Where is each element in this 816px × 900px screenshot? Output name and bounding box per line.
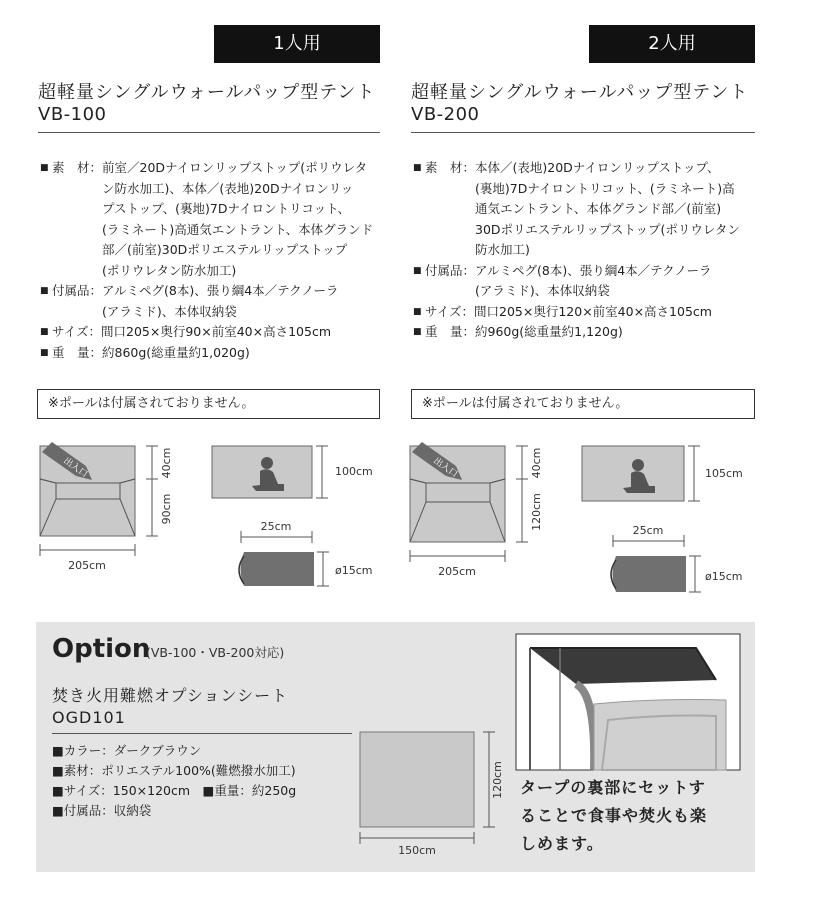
left-pole-note: ※ポールは付属されておりません。	[37, 389, 380, 419]
spec-accessories: ■ 付属品： アルミペグ(8本)、張り綱4本／テクノーラ (アラミド)、本体収納袋	[413, 262, 712, 298]
option-spec-size-weight: ■サイズ：150×120cm ■重量：約250g	[52, 783, 297, 798]
floor-plan	[40, 442, 135, 536]
sheet-width-label: 150cm	[398, 844, 436, 857]
badge-1person: 1人用	[214, 25, 380, 63]
spec-weight: ■ 重 量： 約860g(総重量約1,020g)	[40, 344, 250, 360]
sheet-shape	[360, 732, 474, 827]
option-spec-accessory: ■付属品：収納袋	[52, 803, 152, 818]
spec-material: ■ 素 材： 前室／20Dナイロンリップストップ(ポリウレタ ン防水加工)、本体／(表地)20Dナイロンリッ プストップ、(裏地)7Dナイロントリコット、 (ラミネート)高通気エントラント、本体グランド 部／(前室)30Dポリエステルリップストップ (ポリウレタン防水加工)	[40, 160, 374, 278]
right-divider	[411, 132, 755, 133]
option-spec-material: ■素材：ポリエステル100%(難燃撥水加工)	[52, 763, 296, 778]
option-caption: タープの裏部にセットす ることで食事や焚火も楽 しめます。	[520, 778, 708, 853]
bag-diameter-label: ø15cm	[705, 570, 743, 583]
stuff-bag	[613, 556, 687, 592]
option-illustration	[516, 634, 740, 770]
entrance-label: 出入口	[431, 456, 460, 480]
spec-size: ■ サイズ： 間口205×奥行120×前室40×高さ105cm	[413, 303, 712, 319]
option-compat: (VB-100・VB-200対応)	[146, 645, 285, 660]
sheet-height-label: 120cm	[491, 761, 504, 799]
option-spec-color: ■カラー：ダークブラウン	[52, 743, 202, 758]
left-spec-list	[40, 158, 385, 363]
right-title: 超軽量シングルウォールパップ型テント	[411, 82, 749, 103]
right-dimension-diagram	[400, 436, 760, 601]
spec-size: ■ サイズ： 間口205×奥行90×前室40×高さ105cm	[40, 324, 332, 339]
depth-label: 120cm	[530, 493, 543, 531]
left-dimension-diagram	[30, 436, 380, 596]
spec-material: ■ 素 材： 本体／(表地)20Dナイロンリップストップ、 (裏地)7Dナイロントリコット、(ラミネート)高 通気エントラント、本体グランド部／(前室) 30Dポリエステルリップストップ(ポリウレタン 防水加工)	[413, 160, 740, 257]
spec-accessories: ■ 付属品： アルミペグ(8本)、張り綱4本／テクノーラ (アラミド)、本体収納袋	[40, 283, 339, 319]
height-label: 100cm	[335, 465, 373, 478]
spec-weight: ■ 重 量： 約960g(総重量約1,120g)	[413, 324, 623, 339]
right-pole-note: ※ポールは付属されておりません。	[411, 389, 755, 419]
right-model: VB-200	[411, 104, 480, 125]
left-title: 超軽量シングルウォールパップ型テント	[38, 82, 376, 103]
left-model: VB-100	[38, 104, 107, 125]
right-spec-list	[413, 158, 758, 343]
option-sheet-diagram	[355, 726, 515, 866]
option-divider	[52, 733, 352, 734]
bag-diameter-label: ø15cm	[335, 564, 373, 577]
vestibule-label: 40cm	[530, 447, 543, 479]
vestibule-label: 40cm	[160, 447, 173, 479]
floor-plan	[410, 442, 505, 542]
stuff-bag	[241, 552, 315, 586]
option-heading: Option	[52, 634, 151, 664]
bag-length-label: 25cm	[260, 520, 292, 533]
depth-label: 90cm	[160, 493, 173, 525]
entrance-label: 出入口	[61, 456, 90, 480]
width-label: 205cm	[68, 559, 106, 572]
badge-2person: 2人用	[589, 25, 755, 63]
option-product-name: 焚き火用難燃オプションシート	[52, 686, 289, 705]
option-spec-list	[52, 741, 296, 821]
height-label: 105cm	[705, 467, 743, 480]
option-product-code: OGD101	[52, 708, 126, 727]
bag-length-label: 25cm	[632, 524, 664, 537]
width-label: 205cm	[438, 565, 476, 578]
left-divider	[38, 132, 380, 133]
